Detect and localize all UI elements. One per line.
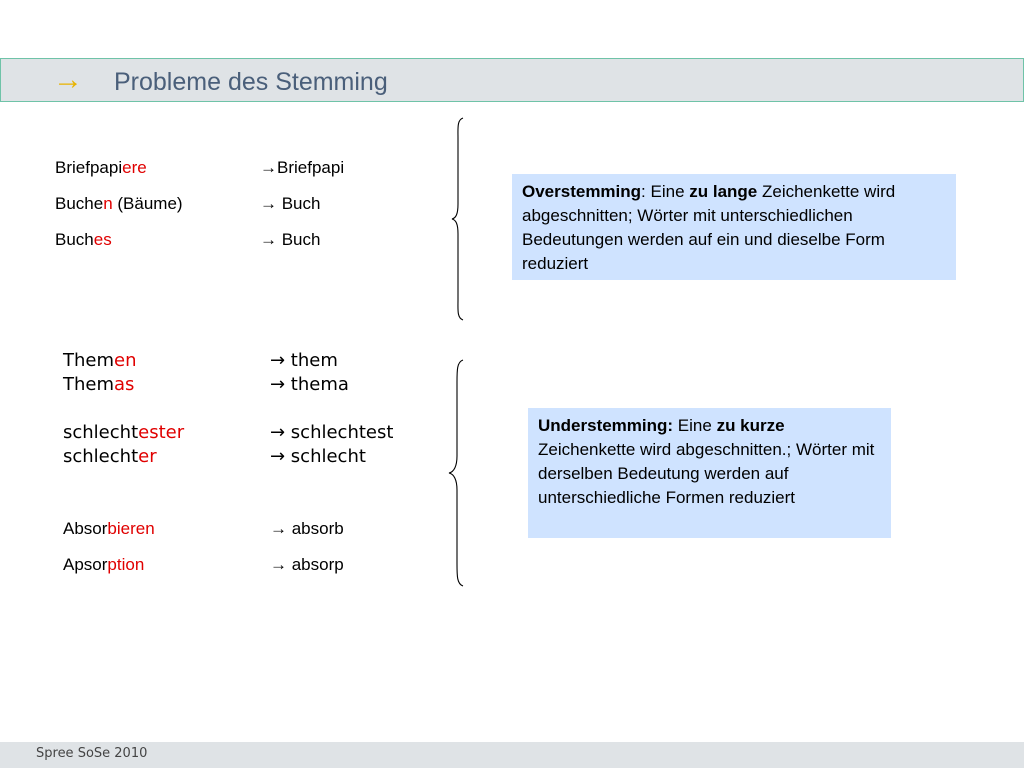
- curly-brace: [448, 116, 468, 322]
- example-word: Themas: [63, 374, 135, 395]
- footer-bar: [0, 742, 1024, 768]
- understemming-box: Understemming: Eine zu kurze Zeichenkette wird abgeschnitten.; Wörter mit derselben Bedeutung werden auf unterschiedliche Formen reduziert: [528, 408, 891, 538]
- example-word: Briefpapiere: [55, 158, 147, 177]
- slide-title: Probleme des Stemming: [114, 68, 388, 96]
- example-result: → absorp: [270, 555, 344, 574]
- example-word: Themen: [63, 350, 137, 371]
- overstemming-box: Overstemming: Eine zu lange Zeichenkette wird abgeschnitten; Wörter mit unterschiedlichen Bedeutungen werden auf ein und dieselbe Form reduziert: [512, 174, 956, 280]
- arrow-right-icon: →: [53, 63, 83, 96]
- example-word: Buches: [55, 230, 112, 249]
- example-word: schlechter: [63, 446, 157, 467]
- example-result: →Briefpapi: [260, 158, 345, 177]
- example-word: schlechtester: [63, 422, 185, 443]
- curly-brace: [446, 358, 468, 588]
- example-result: → schlecht: [270, 446, 366, 467]
- example-result: → thema: [270, 374, 349, 395]
- example-result: → schlechtest: [270, 422, 394, 443]
- title-bar: [0, 58, 1024, 102]
- example-result: → Buch: [260, 230, 321, 249]
- example-result: → them: [270, 350, 338, 371]
- example-word: Absorbieren: [63, 519, 155, 538]
- example-word: Apsorption: [63, 555, 145, 574]
- footer-text: Spree SoSe 2010: [36, 746, 148, 761]
- example-result: → absorb: [270, 519, 344, 538]
- example-result: → Buch: [260, 194, 321, 213]
- example-word: Buchen (Bäume): [55, 194, 183, 213]
